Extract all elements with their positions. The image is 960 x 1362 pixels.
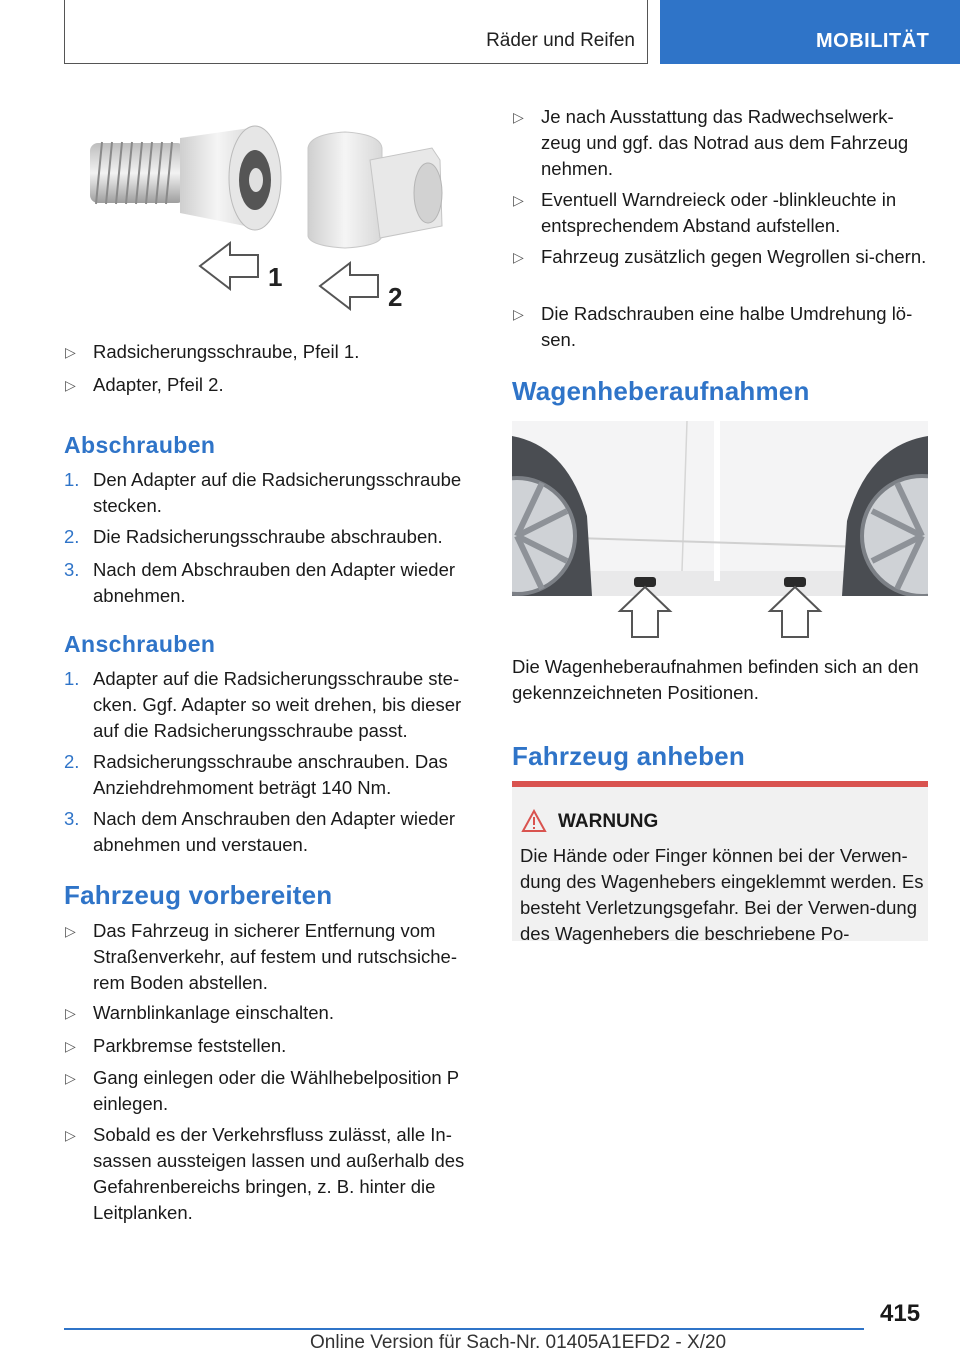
header-section-tab: [64, 0, 648, 64]
bullet-triangle-icon: ▷: [65, 1127, 76, 1143]
jack-point-right: [784, 577, 806, 587]
header-chapter-tab: [660, 0, 960, 64]
bullet-triangle-icon: ▷: [513, 249, 524, 265]
bullet-triangle-icon: ▷: [65, 1005, 76, 1021]
lock-bolt-illustration: [80, 118, 460, 318]
page-number: 415: [880, 1300, 921, 1327]
adapter-socket: [414, 163, 442, 223]
header-chapter-title: MOBILITÄT: [816, 30, 930, 52]
bullet-triangle-icon: ▷: [513, 306, 524, 322]
abschrauben-step-1: 1. Den Adapter auf die Radsicherungsschraube stecken.: [64, 469, 462, 516]
figure-bullet-2: ▷ Adapter, Pfeil 2.: [64, 372, 476, 398]
arrow-2-label: 2: [388, 282, 403, 312]
right-bullet-1: ▷ Je nach Ausstattung das Radwechselwerk-zeug und ggf. das Notrad aus dem Fahrzeug nehmen.: [513, 106, 909, 179]
anschrauben-step-2: 2. Radsicherungsschraube anschrauben. Das Anziehdrehmoment beträgt 140 Nm.: [64, 751, 448, 798]
footer-text: Online Version für Sach-Nr. 01405A1EFD2 - X/20: [310, 1332, 727, 1353]
bullet-triangle-icon: ▷: [65, 1038, 76, 1054]
arrow-1-label: 1: [268, 262, 283, 292]
vorbereiten-bullet-2: ▷ Warnblinkanlage einschalten.: [64, 1000, 476, 1026]
adapter-body: [308, 132, 382, 248]
heading-fahrzeug-anheben: Fahrzeug anheben: [512, 741, 745, 771]
bolt-center: [249, 168, 263, 192]
header-section-title: Räder und Reifen: [486, 30, 635, 51]
right-bullet-4: ▷ Die Radschrauben eine halbe Umdrehung lö-sen.: [513, 303, 913, 350]
anschrauben-step-1: 1. Adapter auf die Radsicherungsschraube ste-cken. Ggf. Adapter so weit drehen, bis dieser auf die Radsicherungsschraube passt.: [64, 668, 462, 741]
warning-box: [512, 781, 928, 944]
anschrauben-step-3: 3. Nach dem Anschrauben den Adapter wieder abnehmen und verstauen.: [64, 808, 456, 855]
warning-triangle-icon: [521, 809, 547, 833]
lock-bolt-figure: [80, 118, 460, 318]
jack-point-left: [634, 577, 656, 587]
bullet-triangle-icon: ▷: [513, 109, 524, 125]
heading-anschrauben: Anschrauben: [64, 631, 216, 657]
warning-text: Die Hände oder Finger können bei der Verwen-dung des Wagenhebers eingeklemmt werden. Es besteht Verletzungsgefahr. Bei der Verwen-dung des Wagenhebers die beschriebene Po-: [520, 845, 924, 944]
abschrauben-step-2: 2. Die Radsicherungsschraube abschrauben.: [64, 526, 443, 547]
abschrauben-step-3: 3. Nach dem Abschrauben den Adapter wieder abnehmen.: [64, 559, 456, 606]
bullet-triangle-icon: ▷: [65, 344, 76, 360]
warning-title: WARNUNG: [558, 811, 659, 832]
bullet-triangle-icon: ▷: [65, 1070, 76, 1086]
vorbereiten-bullet-5: ▷ Sobald es der Verkehrsfluss zulässt, alle In-sassen aussteigen lassen und außerhalb des Gefahrenbereichs bringen, z. B. hinter die Leitplanken.: [65, 1124, 465, 1223]
bullet-triangle-icon: ▷: [65, 923, 76, 939]
heading-wagenheberaufnahmen: Wagenheberaufnahmen: [512, 376, 810, 406]
heading-abschrauben: Abschrauben: [64, 432, 216, 458]
footer-divider: [64, 1328, 864, 1330]
heading-fahrzeug-vorbereiten: Fahrzeug vorbereiten: [64, 880, 333, 910]
vorbereiten-bullet-4: ▷ Gang einlegen oder die Wählhebelposition P einlegen.: [65, 1067, 459, 1114]
vorbereiten-bullet-3: ▷ Parkbremse feststellen.: [64, 1033, 476, 1059]
figure-bullet-1: ▷ Radsicherungsschraube, Pfeil 1.: [64, 339, 476, 365]
right-bullet-3: ▷ Fahrzeug zusätzlich gegen Wegrollen si-chern.: [512, 244, 928, 270]
wagenheber-text: Die Wagenheberaufnahmen befinden sich an den gekennzeichneten Positionen.: [512, 656, 919, 703]
arrow-1-icon: [200, 243, 258, 289]
right-bullet-2: ▷ Eventuell Warndreieck oder -blinkleuchte in entsprechendem Abstand aufstellen.: [513, 189, 897, 236]
bullet-triangle-icon: ▷: [513, 192, 524, 208]
bullet-triangle-icon: ▷: [65, 377, 76, 393]
jack-points-illustration: [512, 421, 928, 641]
jack-points-figure: [512, 421, 928, 641]
vorbereiten-bullet-1: ▷ Das Fahrzeug in sicherer Entfernung vom Straßenverkehr, auf festem und rutschsiche-rem Boden abstellen.: [65, 920, 458, 993]
arrow-2-icon: [320, 263, 378, 309]
